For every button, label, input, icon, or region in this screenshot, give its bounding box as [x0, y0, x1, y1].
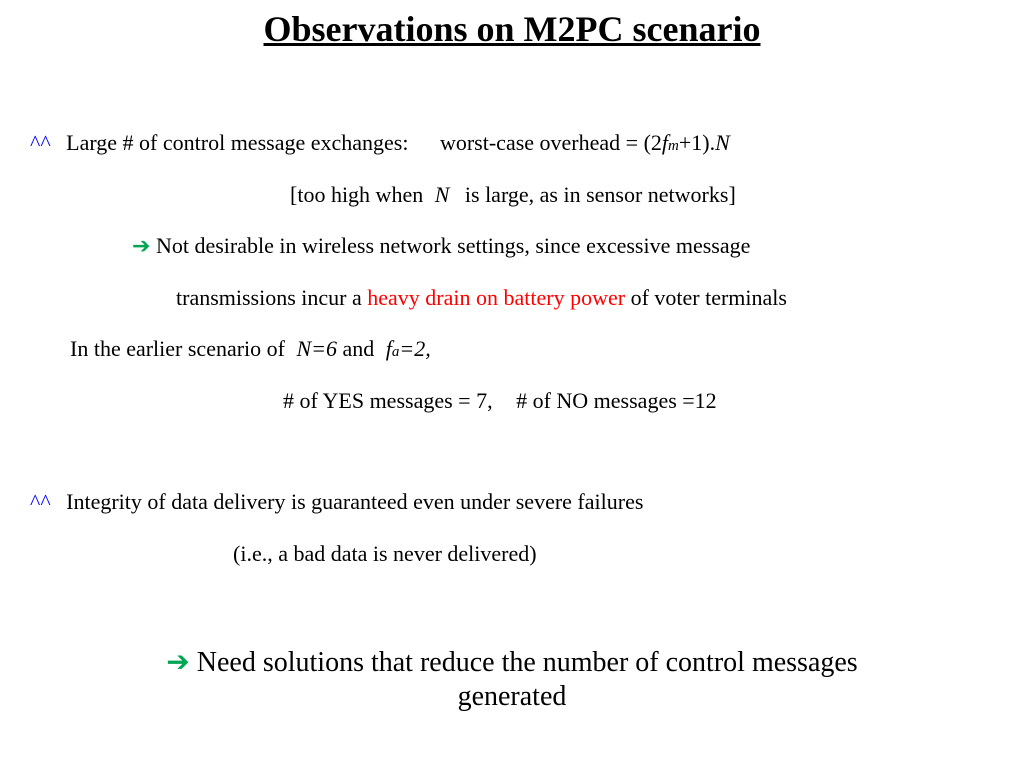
bullet-row-2 — [30, 489, 643, 515]
overhead-label: worst-case overhead = — [439, 130, 639, 155]
integrity-text: Integrity of data delivery is guaranteed even under severe failures — [66, 489, 644, 514]
yes-count: # of YES messages = 7, — [283, 388, 493, 413]
right-arrow-icon: ➔ — [132, 233, 151, 258]
conclusion — [60, 646, 964, 714]
overhead-formula: (2fm+1).N — [643, 130, 730, 155]
implication-line-2: transmissions incur a heavy drain on battery power of voter terminals — [176, 285, 787, 310]
conclusion-line-2: generated — [457, 681, 567, 712]
control-exchanges-text: Large # of control message exchanges: — [66, 130, 409, 155]
bullet-row-1 — [30, 130, 730, 159]
battery-drain-highlight: heavy drain on battery power — [367, 285, 626, 310]
bullet-marker: ^^ — [30, 130, 51, 155]
right-arrow-icon: ➔ — [166, 647, 190, 678]
earlier-scenario-line: In the earlier scenario of N=6 and fa=2, — [70, 336, 431, 361]
integrity-note: (i.e., a bad data is never delivered) — [233, 541, 537, 566]
slide-title: Observations on M2PC scenario — [263, 9, 761, 49]
no-count: # of NO messages =12 — [516, 388, 717, 413]
overhead-note: [too high when N is large, as in sensor networks] — [290, 182, 736, 207]
bullet-marker: ^^ — [30, 489, 51, 514]
conclusion-line-1: ➔ Need solutions that reduce the number of control messages — [166, 647, 858, 678]
implication-line-1: ➔ Not desirable in wireless network settings, since excessive message — [132, 233, 751, 258]
message-counts — [283, 388, 717, 414]
